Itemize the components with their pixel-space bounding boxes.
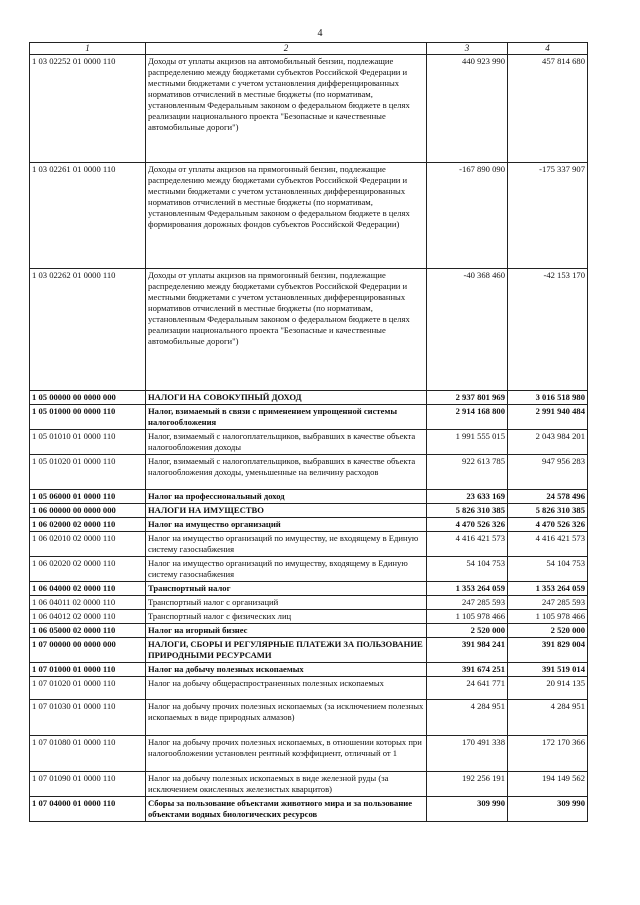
row-value-2: 1 353 264 059 [508, 582, 588, 596]
row-name: Налог на игорный бизнес [146, 624, 427, 638]
row-value-1: -40 368 460 [427, 269, 508, 391]
row-value-1: 1 353 264 059 [427, 582, 508, 596]
row-value-2: -42 153 170 [508, 269, 588, 391]
row-name: Налог на имущество организаций по имуществу, входящему в Единую систему газоснабжения [146, 557, 427, 582]
row-name: Транспортный налог с организаций [146, 596, 427, 610]
row-code: 1 07 01000 01 0000 110 [30, 663, 146, 677]
row-name: Налог, взимаемый в связи с применением упрощенной системы налогообложения [146, 405, 427, 430]
row-code: 1 07 01080 01 0000 110 [30, 736, 146, 772]
row-name: Сборы за пользование объектами животного мира и за пользование объектами водных биологических ресурсов [146, 797, 427, 822]
row-value-1: 170 491 338 [427, 736, 508, 772]
row-value-2: 2 991 940 484 [508, 405, 588, 430]
row-value-1: 309 990 [427, 797, 508, 822]
row-value-1: 2 520 000 [427, 624, 508, 638]
table-row [30, 430, 588, 455]
row-value-1: 24 641 771 [427, 677, 508, 700]
row-value-1: 4 284 951 [427, 700, 508, 736]
table-row [30, 455, 588, 490]
row-value-1: 922 613 785 [427, 455, 508, 490]
row-code: 1 05 01000 00 0000 110 [30, 405, 146, 430]
row-name: Налог на профессиональный доход [146, 490, 427, 504]
table-row [30, 532, 588, 557]
row-name: НАЛОГИ, СБОРЫ И РЕГУЛЯРНЫЕ ПЛАТЕЖИ ЗА ПОЛЬЗОВАНИЕ ПРИРОДНЫМИ РЕСУРСАМИ [146, 638, 427, 663]
row-value-1: 2 914 168 800 [427, 405, 508, 430]
row-code: 1 07 01020 01 0000 110 [30, 677, 146, 700]
row-code: 1 06 04011 02 0000 110 [30, 596, 146, 610]
row-value-2: 3 016 518 980 [508, 391, 588, 405]
row-value-2: 5 826 310 385 [508, 504, 588, 518]
row-value-1: -167 890 090 [427, 163, 508, 269]
row-value-2: 4 416 421 573 [508, 532, 588, 557]
row-value-1: 391 984 241 [427, 638, 508, 663]
row-name: НАЛОГИ НА СОВОКУПНЫЙ ДОХОД [146, 391, 427, 405]
table-row [30, 638, 588, 663]
row-name: Налог на добычу прочих полезных ископаемых (за исключением полезных ископаемых в виде природных алмазов) [146, 700, 427, 736]
row-value-1: 5 826 310 385 [427, 504, 508, 518]
row-name: Доходы от уплаты акцизов на прямогонный бензин, подлежащие распределению между бюджетами субъектов Российской Федерации и местными бюджетами с учетом установленных дифференцированных нормативов отчислений в местные бюджеты (по нормативам, установленным Федеральным законом о федеральном бюджете в целях формирования дорожных фондов субъектов Российской Федерации) [146, 163, 427, 269]
row-name: Транспортный налог [146, 582, 427, 596]
row-value-2: 54 104 753 [508, 557, 588, 582]
column-header-name: 2 [146, 43, 427, 55]
row-value-1: 391 674 251 [427, 663, 508, 677]
column-header-code: 1 [30, 43, 146, 55]
table-row [30, 736, 588, 772]
row-code: 1 03 02262 01 0000 110 [30, 269, 146, 391]
row-value-2: 20 914 135 [508, 677, 588, 700]
table-row [30, 405, 588, 430]
row-code: 1 07 00000 00 0000 000 [30, 638, 146, 663]
row-code: 1 06 02010 02 0000 110 [30, 532, 146, 557]
row-value-1: 2 937 801 969 [427, 391, 508, 405]
row-code: 1 06 05000 02 0000 110 [30, 624, 146, 638]
table-row [30, 557, 588, 582]
row-code: 1 05 01010 01 0000 110 [30, 430, 146, 455]
row-value-1: 192 256 191 [427, 772, 508, 797]
row-name: Налог, взимаемый с налогоплательщиков, выбравших в качестве объекта налогообложения доходы, уменьшенные на величину расходов [146, 455, 427, 490]
row-name: Налог на добычу полезных ископаемых [146, 663, 427, 677]
row-value-2: 247 285 593 [508, 596, 588, 610]
row-name: Транспортный налог с физических лиц [146, 610, 427, 624]
row-name: Налог, взимаемый с налогоплательщиков, выбравших в качестве объекта налогообложения доходы [146, 430, 427, 455]
row-value-1: 23 633 169 [427, 490, 508, 504]
table-row [30, 504, 588, 518]
table-row [30, 700, 588, 736]
row-code: 1 05 00000 00 0000 000 [30, 391, 146, 405]
table-row [30, 772, 588, 797]
row-name: Налог на имущество организаций [146, 518, 427, 532]
column-header-value-2: 4 [508, 43, 588, 55]
row-value-1: 4 416 421 573 [427, 532, 508, 557]
row-code: 1 06 02000 02 0000 110 [30, 518, 146, 532]
row-code: 1 06 04012 02 0000 110 [30, 610, 146, 624]
row-code: 1 05 06000 01 0000 110 [30, 490, 146, 504]
table-row [30, 596, 588, 610]
row-value-1: 54 104 753 [427, 557, 508, 582]
row-value-1: 440 923 990 [427, 55, 508, 163]
row-code: 1 07 04000 01 0000 110 [30, 797, 146, 822]
row-value-2: 4 470 526 326 [508, 518, 588, 532]
row-code: 1 07 01030 01 0000 110 [30, 700, 146, 736]
row-value-2: 1 105 978 466 [508, 610, 588, 624]
table-row [30, 391, 588, 405]
row-code: 1 06 00000 00 0000 000 [30, 504, 146, 518]
row-code: 1 06 02020 02 0000 110 [30, 557, 146, 582]
row-value-2: -175 337 907 [508, 163, 588, 269]
column-header-value-1: 3 [427, 43, 508, 55]
row-value-2: 194 149 562 [508, 772, 588, 797]
row-value-2: 24 578 496 [508, 490, 588, 504]
table-row [30, 269, 588, 391]
row-value-2: 947 956 283 [508, 455, 588, 490]
row-name: Налог на добычу прочих полезных ископаемых, в отношении которых при налогообложении установлен рентный коэффициент, отличный от 1 [146, 736, 427, 772]
table-row [30, 490, 588, 504]
row-value-1: 4 470 526 326 [427, 518, 508, 532]
table-row [30, 55, 588, 163]
table-row [30, 663, 588, 677]
row-value-2: 391 829 004 [508, 638, 588, 663]
row-value-2: 172 170 366 [508, 736, 588, 772]
table-row [30, 797, 588, 822]
table-row [30, 582, 588, 596]
row-code: 1 06 04000 02 0000 110 [30, 582, 146, 596]
row-name: НАЛОГИ НА ИМУЩЕСТВО [146, 504, 427, 518]
revenue-table [29, 42, 588, 822]
row-name: Доходы от уплаты акцизов на прямогонный бензин, подлежащие распределению между бюджетами субъектов Российской Федерации и местными бюджетами с учетом установленных дифференцированных нормативов отчислений в местные бюджеты (по нормативам, установленным Федеральным законом о федеральном бюджете в целях реализации национального проекта "Безопасные и качественные автомобильные дороги") [146, 269, 427, 391]
row-value-2: 309 990 [508, 797, 588, 822]
row-value-1: 247 285 593 [427, 596, 508, 610]
row-value-2: 4 284 951 [508, 700, 588, 736]
table-row [30, 610, 588, 624]
table-row [30, 677, 588, 700]
row-code: 1 03 02261 01 0000 110 [30, 163, 146, 269]
row-name: Налог на добычу общераспространенных полезных ископаемых [146, 677, 427, 700]
row-code: 1 07 01090 01 0000 110 [30, 772, 146, 797]
row-code: 1 05 01020 01 0000 110 [30, 455, 146, 490]
row-value-2: 457 814 680 [508, 55, 588, 163]
row-name: Налог на добычу полезных ископаемых в виде железной руды (за исключением окисленных железистых кварцитов) [146, 772, 427, 797]
row-name: Доходы от уплаты акцизов на автомобильный бензин, подлежащие распределению между бюджетами субъектов Российской Федерации и местными бюджетами с учетом установления дифференцированных нормативов отчислений в местные бюджеты (по нормативам, установленным Федеральным законом о федеральном бюджете в целях реализации национального проекта "Безопасные и качественные автомобильные дороги") [146, 55, 427, 163]
row-name: Налог на имущество организаций по имуществу, не входящему в Единую систему газоснабжения [146, 532, 427, 557]
row-code: 1 03 02252 01 0000 110 [30, 55, 146, 163]
table-row [30, 518, 588, 532]
row-value-2: 2 043 984 201 [508, 430, 588, 455]
row-value-2: 391 519 014 [508, 663, 588, 677]
row-value-1: 1 105 978 466 [427, 610, 508, 624]
table-row [30, 163, 588, 269]
row-value-1: 1 991 555 015 [427, 430, 508, 455]
table-row [30, 624, 588, 638]
page-number: 4 [317, 28, 323, 39]
row-value-2: 2 520 000 [508, 624, 588, 638]
header-row [30, 43, 588, 55]
